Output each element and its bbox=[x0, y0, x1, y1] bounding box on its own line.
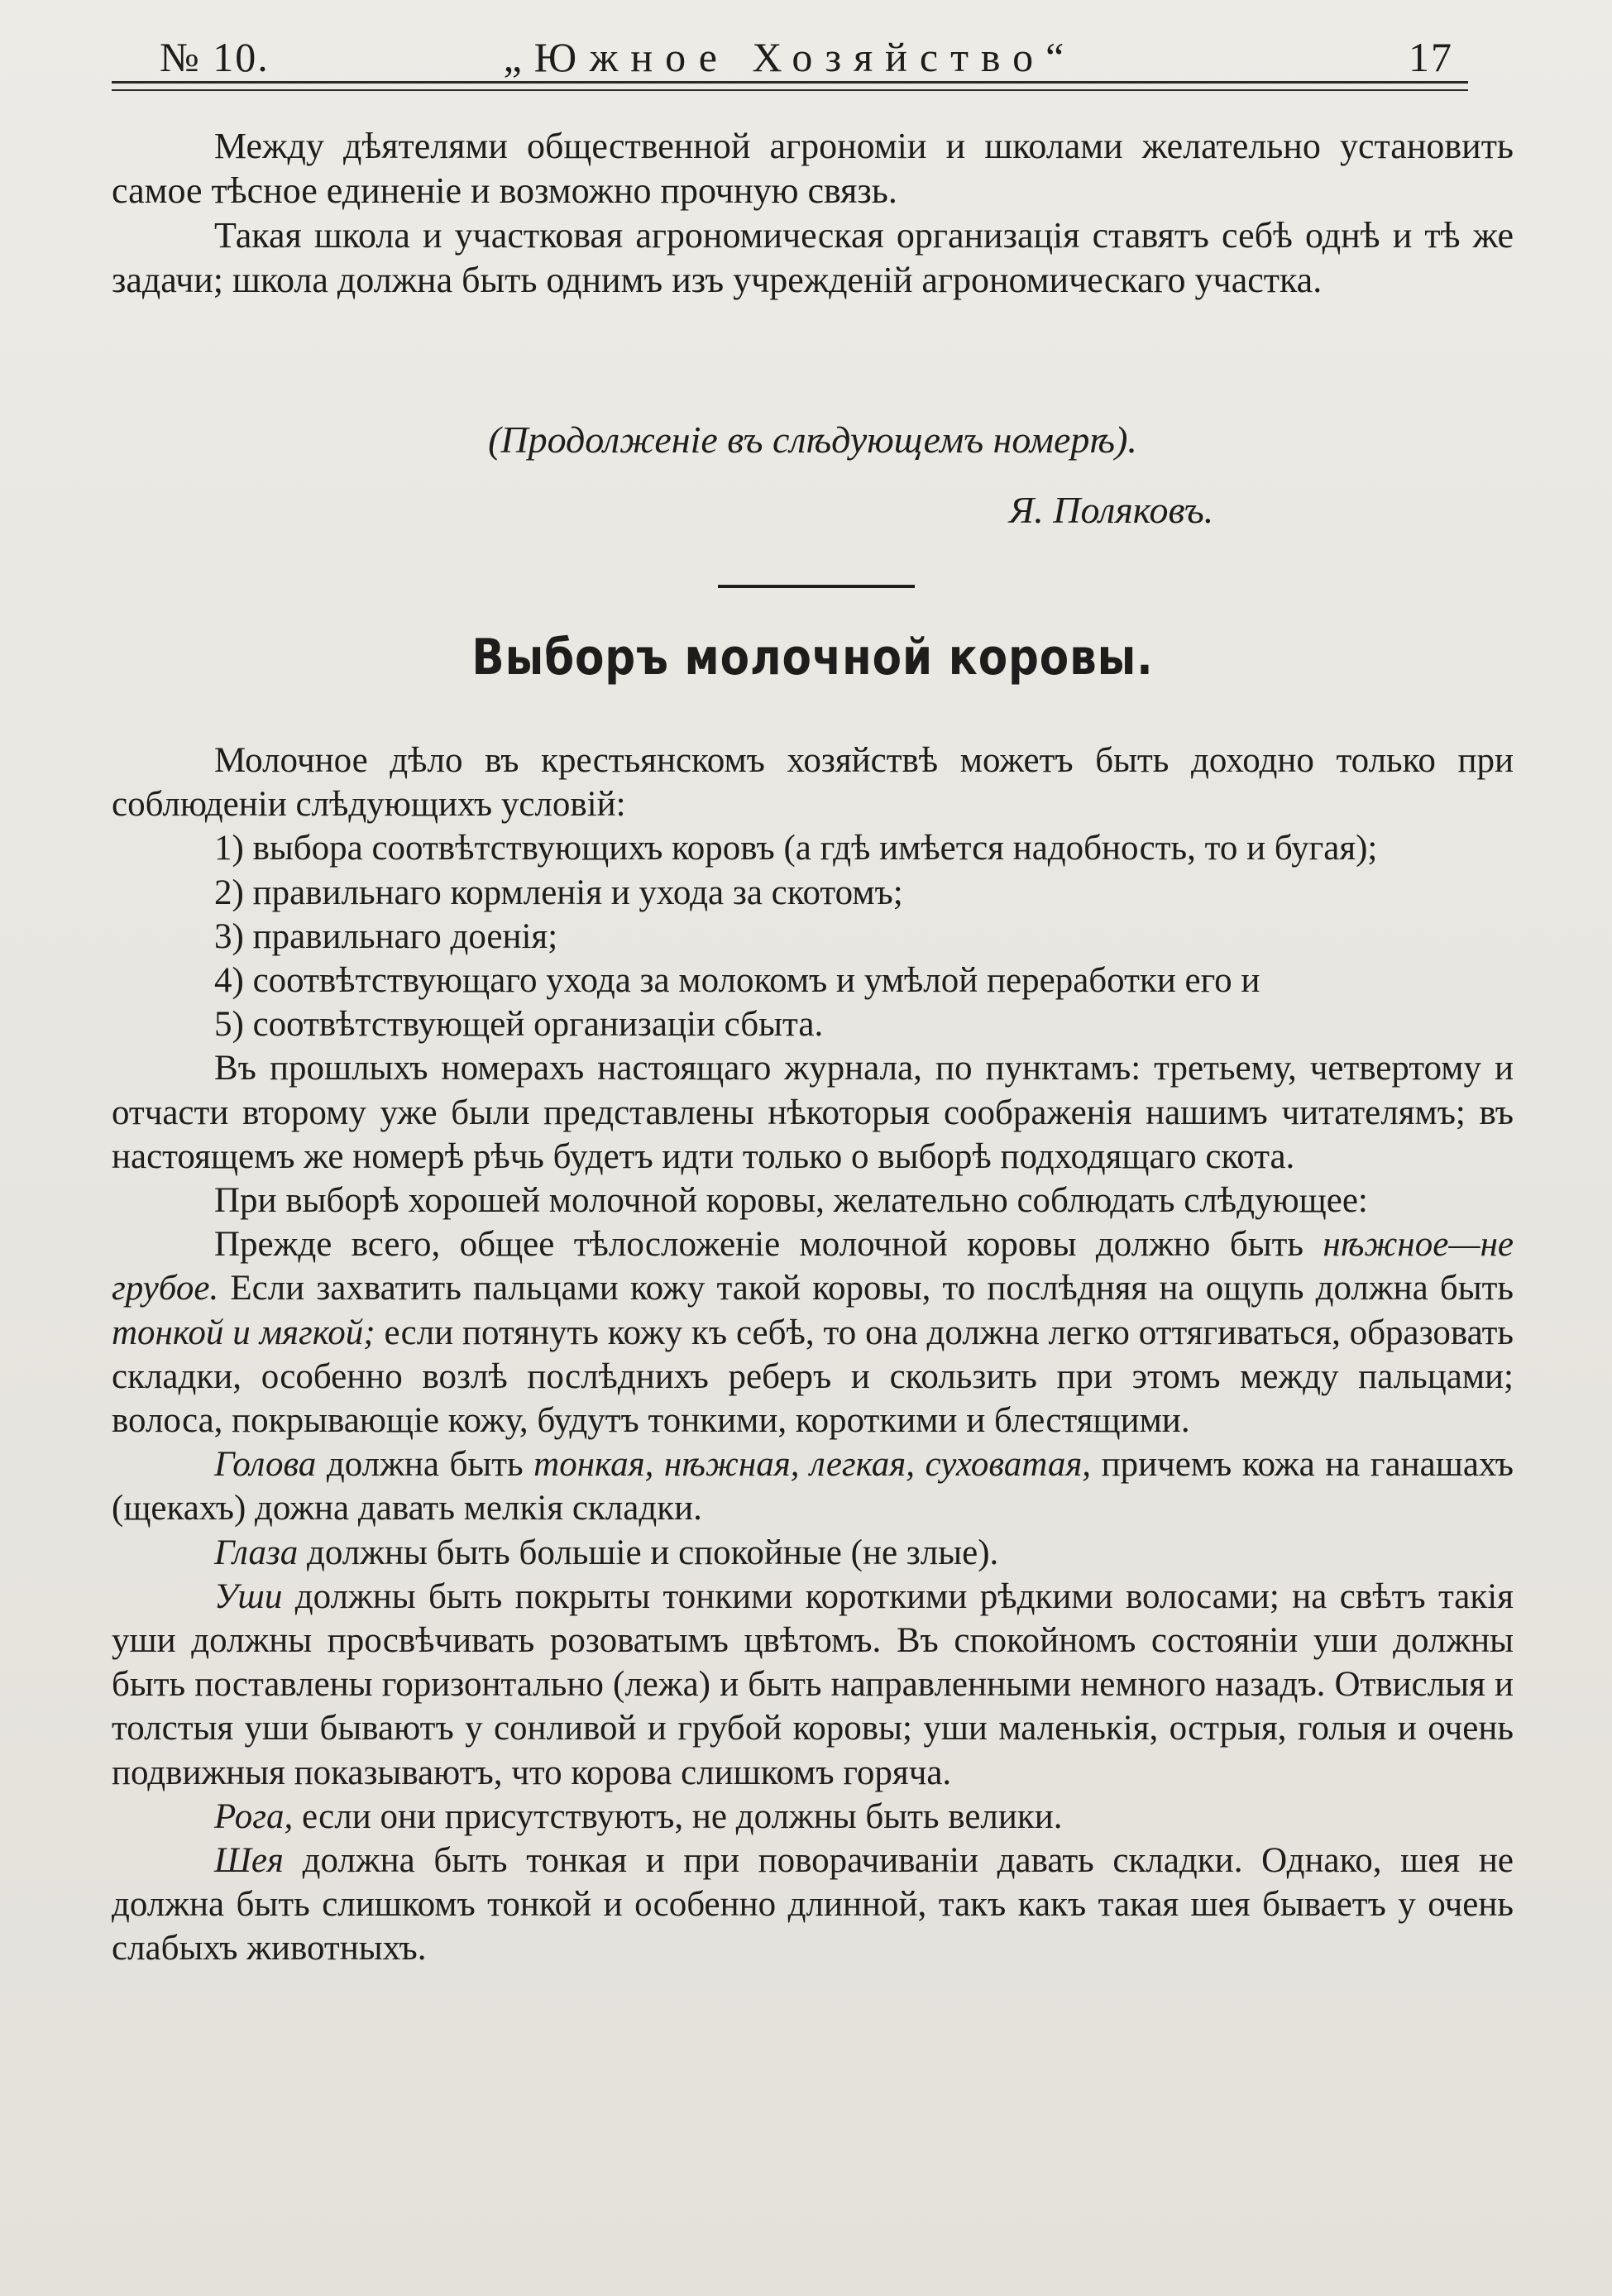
term: Рога, bbox=[214, 1796, 294, 1836]
paragraph: Между дѣятелями общественной агрономіи и школами желательно установить самое тѣсное единеніе и возможно прочную связь. bbox=[112, 126, 1514, 211]
paragraph-intro: Молочное дѣло въ крестьянскомъ хозяйствѣ можетъ быть доходно только при соблюденіи слѣдующихъ условій: bbox=[112, 741, 1514, 825]
article-body bbox=[112, 739, 1514, 1971]
article-title: Выборъ молочной коровы. bbox=[471, 629, 1154, 686]
paragraph-horns: Рога, если они присутствуютъ, не должны быть велики. bbox=[214, 1796, 1063, 1836]
paragraph-body-build: Прежде всего, общее тѣлосложеніе молочной коровы должно быть нѣжное—не грубое. Если захватить пальцами кожу такой коровы, то послѣдняя на ощупь должна быть тонкой и мягкой; если потянуть кожу къ себѣ, то она должна легко оттягиваться, образовать складки, особенно возлѣ послѣднихъ реберъ и скользить при этомъ между пальцами; волоса, покрывающіе кожу, будутъ тонкими, короткими и блестящими. bbox=[112, 1225, 1514, 1441]
list-item: 2) правильнаго кормленія и ухода за скотомъ; bbox=[214, 873, 903, 912]
emphasis: тонкой и мягкой; bbox=[112, 1313, 375, 1352]
term: Глаза bbox=[214, 1533, 299, 1572]
paragraph-neck: Шея должна быть тонкая и при поворачиваніи давать складки. Однако, шея не должна быть слишкомъ тонкой и особенно длинной, такъ какъ такая шея бываетъ у очень слабыхъ животныхъ. bbox=[112, 1841, 1514, 1968]
running-header bbox=[112, 23, 1468, 89]
continuation-note: (Продолженіе въ слѣдующемъ номерѣ). bbox=[488, 419, 1137, 461]
paragraph-ears: Уши должны быть покрыты тонкими короткими рѣдкими волосами; на свѣтъ такія уши должны просвѣчивать розоватымъ цвѣтомъ. Въ спокойномъ состояніи уши должны быть поставлены горизонтально (лежа) и быть направленными немного назадъ. Отвислыя и толстыя уши бываютъ у сонливой и грубой коровы; уши маленькія, острыя, голыя и очень подвижныя показываютъ, что корова слишкомъ горяча. bbox=[112, 1576, 1514, 1792]
paragraph-eyes: Глаза должны быть большіе и спокойные (не злые). bbox=[214, 1533, 999, 1572]
emphasis: нѣжное—не грубое. bbox=[112, 1225, 1514, 1308]
header-rule bbox=[112, 81, 1468, 84]
term: Голова bbox=[214, 1445, 317, 1485]
paragraph-head: Голова должна быть тонкая, нѣжная, легкая, суховатая, причемъ кожа на ганашахъ (щекахъ) дожна давать мелкія складки. bbox=[112, 1445, 1514, 1528]
page-number: 17 bbox=[1409, 34, 1453, 80]
list-item: 4) соотвѣтствующаго ухода за молокомъ и умѣлой переработки его и bbox=[214, 961, 1260, 1001]
journal-title: „Южное Хозяйство“ bbox=[503, 34, 1077, 80]
list-item: 3) правильнаго доенія; bbox=[214, 916, 558, 956]
paragraph: Такая школа и участковая агрономическая организація ставятъ себѣ однѣ и тѣ же задачи; школа должна быть однимъ изъ учрежденій агрономическаго участка. bbox=[112, 215, 1514, 300]
paragraph: При выборѣ хорошей молочной коровы, желательно соблюдать слѣдующее: bbox=[214, 1181, 1368, 1221]
previous-article-ending bbox=[112, 124, 1514, 303]
term: Шея bbox=[214, 1841, 284, 1881]
author-signature: Я. Поляковъ. bbox=[1009, 489, 1214, 531]
paragraph: Въ прошлыхъ номерахъ настоящаго журнала, по пунктамъ: третьему, четвертому и отчасти второму уже были представлены нѣкоторыя соображенія нашимъ читателямъ; въ настоящемъ же номерѣ рѣчь будетъ идти только о выборѣ подходящаго скота. bbox=[112, 1049, 1514, 1176]
issue-number: № 10. bbox=[160, 34, 270, 80]
list-item: 5) соотвѣтствующей организаціи сбыта. bbox=[214, 1005, 824, 1045]
list-item: 1) выбора соотвѣтствующихъ коровъ (а гдѣ имѣется надобность, то и бугая); bbox=[214, 829, 1378, 868]
term: Уши bbox=[214, 1576, 283, 1616]
section-divider bbox=[718, 585, 915, 588]
header-rule-thin bbox=[112, 89, 1468, 91]
